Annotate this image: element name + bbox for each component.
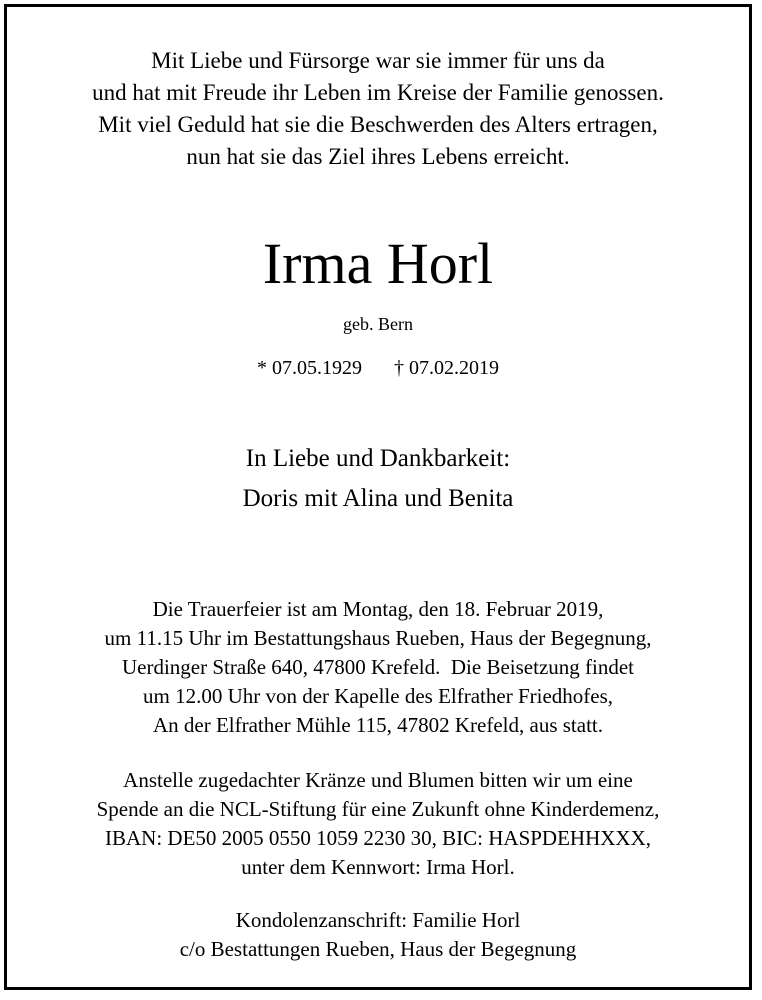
donation-info-line: Spende an die NCL-Stiftung für eine Zukunft ohne Kinderdemenz, <box>96 797 660 821</box>
donation-info-line: Anstelle zugedachter Kränze und Blumen bitten wir um eine <box>123 768 633 792</box>
motto-line: nun hat sie das Ziel ihres Lebens erreicht. <box>186 144 570 169</box>
mourners-block <box>7 439 749 519</box>
donation-info-line: unter dem Kennwort: Irma Horl. <box>241 855 515 879</box>
motto-line: und hat mit Freude ihr Leben im Kreise der Familie genossen. <box>92 80 664 105</box>
funeral-info <box>7 595 749 740</box>
funeral-info-line: An der Elfrather Mühle 115, 47802 Krefeld, aus statt. <box>152 713 603 737</box>
funeral-info-line: um 11.15 Uhr im Bestattungshaus Rueben, Haus der Begegnung, <box>104 626 652 650</box>
mourners-names: Doris mit Alina und Benita <box>242 485 514 512</box>
motto-line: Mit viel Geduld hat sie die Beschwerden des Alters ertragen, <box>98 112 658 137</box>
obituary-notice <box>4 4 752 990</box>
funeral-info-line: Die Trauerfeier ist am Montag, den 18. Februar 2019, <box>152 597 604 621</box>
donation-info <box>7 766 749 882</box>
funeral-info-line: um 12.00 Uhr von der Kapelle des Elfrather Friedhofes, <box>142 684 614 708</box>
mourners-heading: In Liebe und Dankbarkeit: <box>245 445 511 472</box>
donation-info-line: IBAN: DE50 2005 0550 1059 2230 30, BIC: HASPDEHHXXX, <box>104 826 651 850</box>
condolence-address-line: c/o Bestattungen Rueben, Haus der Begegnung <box>179 937 577 961</box>
death-date: † 07.02.2019 <box>394 357 499 379</box>
funeral-info-line: Uerdinger Straße 640, 47800 Krefeld. Die Beisetzung findet <box>121 655 635 679</box>
condolence-address <box>7 906 749 964</box>
birth-date: * 07.05.1929 <box>257 357 362 379</box>
memorial-motto <box>7 45 749 173</box>
birth-name: geb. Bern <box>343 314 413 334</box>
condolence-address-line: Kondolenzanschrift: Familie Horl <box>235 908 521 932</box>
life-dates <box>7 355 749 381</box>
motto-line: Mit Liebe und Fürsorge war sie immer für uns da <box>151 48 605 73</box>
deceased-name: Irma Horl <box>262 231 494 296</box>
